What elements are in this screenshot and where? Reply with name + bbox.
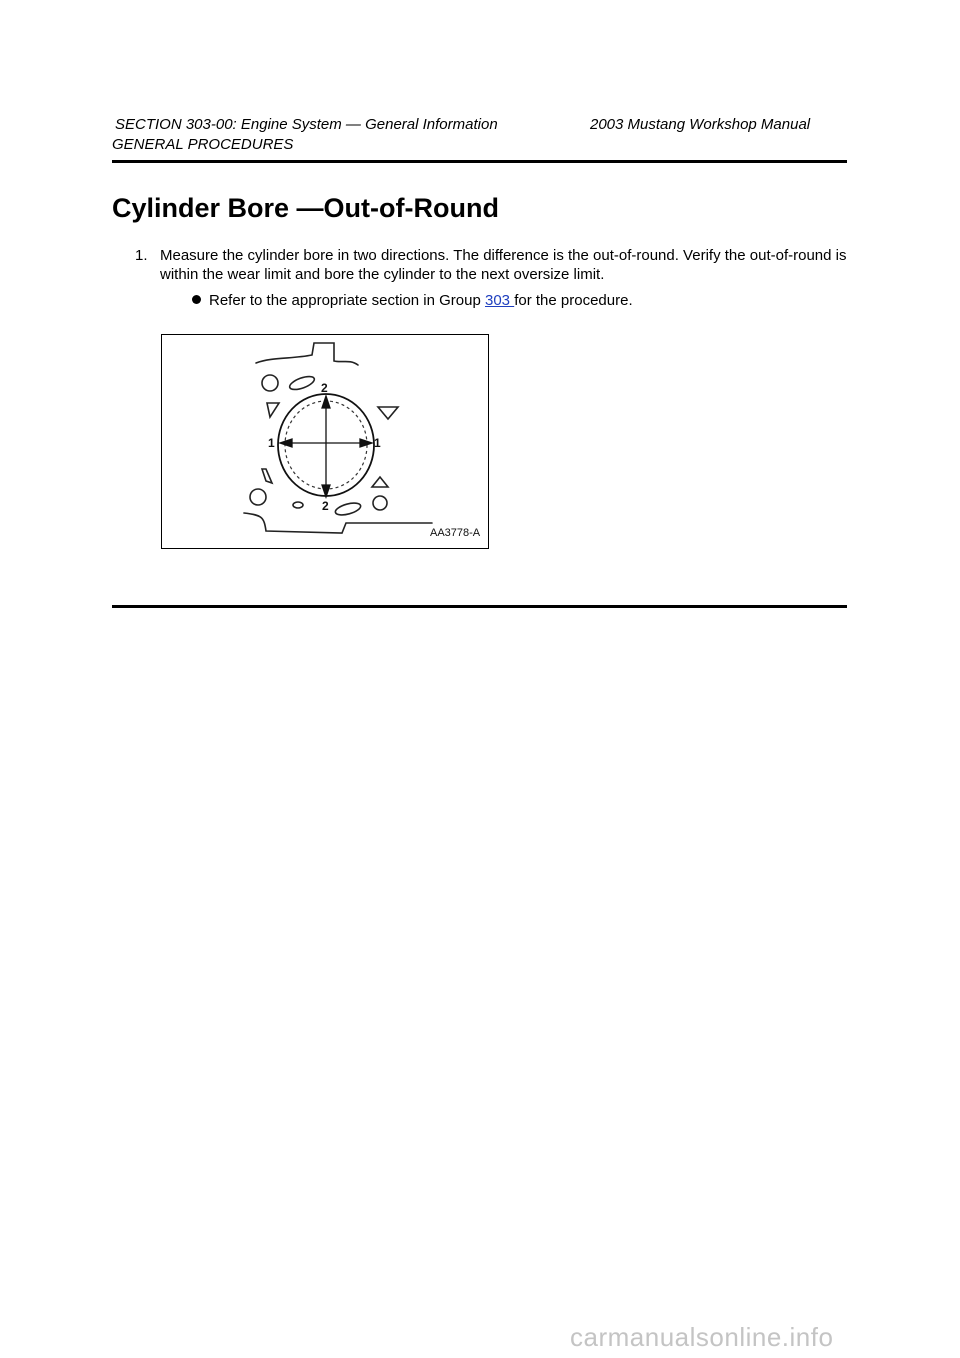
step-number: 1. [135,247,148,264]
header-manual-title: 2003 Mustang Workshop Manual [590,116,811,133]
coolant-passage [262,469,272,483]
coolant-slot [334,501,362,517]
coolant-passage [378,407,398,419]
label-dir1-right: 1 [374,436,381,450]
cylinder-bore-diagram [162,335,488,548]
bullet-item [192,291,633,310]
casting-outline-bottom [244,513,432,533]
bullet-text-after: for the procedure. [514,292,633,309]
watermark: carmanualsonline.info [570,1322,834,1352]
arrow-head-right [360,439,372,447]
page-title: Cylinder Bore —Out-of-Round [112,193,499,223]
header-divider [112,160,847,163]
group-303-link[interactable]: 303 [485,292,515,309]
header-section-title: SECTION 303-00: Engine System — General Information [115,116,498,133]
coolant-slot [293,502,303,508]
header-subsection: GENERAL PROCEDURES [112,136,294,153]
figure-id: AA3778-A [430,527,481,539]
coolant-passage [267,403,279,417]
coolant-slot [288,374,316,392]
footer-divider [112,605,847,608]
arrow-head-top [322,396,330,408]
bolt-hole [250,489,266,505]
label-dir1-left: 1 [268,436,275,450]
bullet-text-before: Refer to the appropriate section in Group [209,292,485,309]
step-item [135,246,847,284]
bullet-icon [192,295,201,304]
coolant-passage [372,477,388,487]
label-dir2-bottom: 2 [322,499,329,513]
cylinder-bore-figure [161,334,489,549]
label-dir2-top: 2 [321,381,328,395]
step-text: Measure the cylinder bore in two directions. The difference is the out-of-round. Verify the out-of-round is within the wear limit and bore the cylinder to the next oversize limit. [160,247,847,283]
casting-outline-top [256,343,358,365]
bolt-hole [262,375,278,391]
arrow-head-left [280,439,292,447]
bolt-hole [373,496,387,510]
